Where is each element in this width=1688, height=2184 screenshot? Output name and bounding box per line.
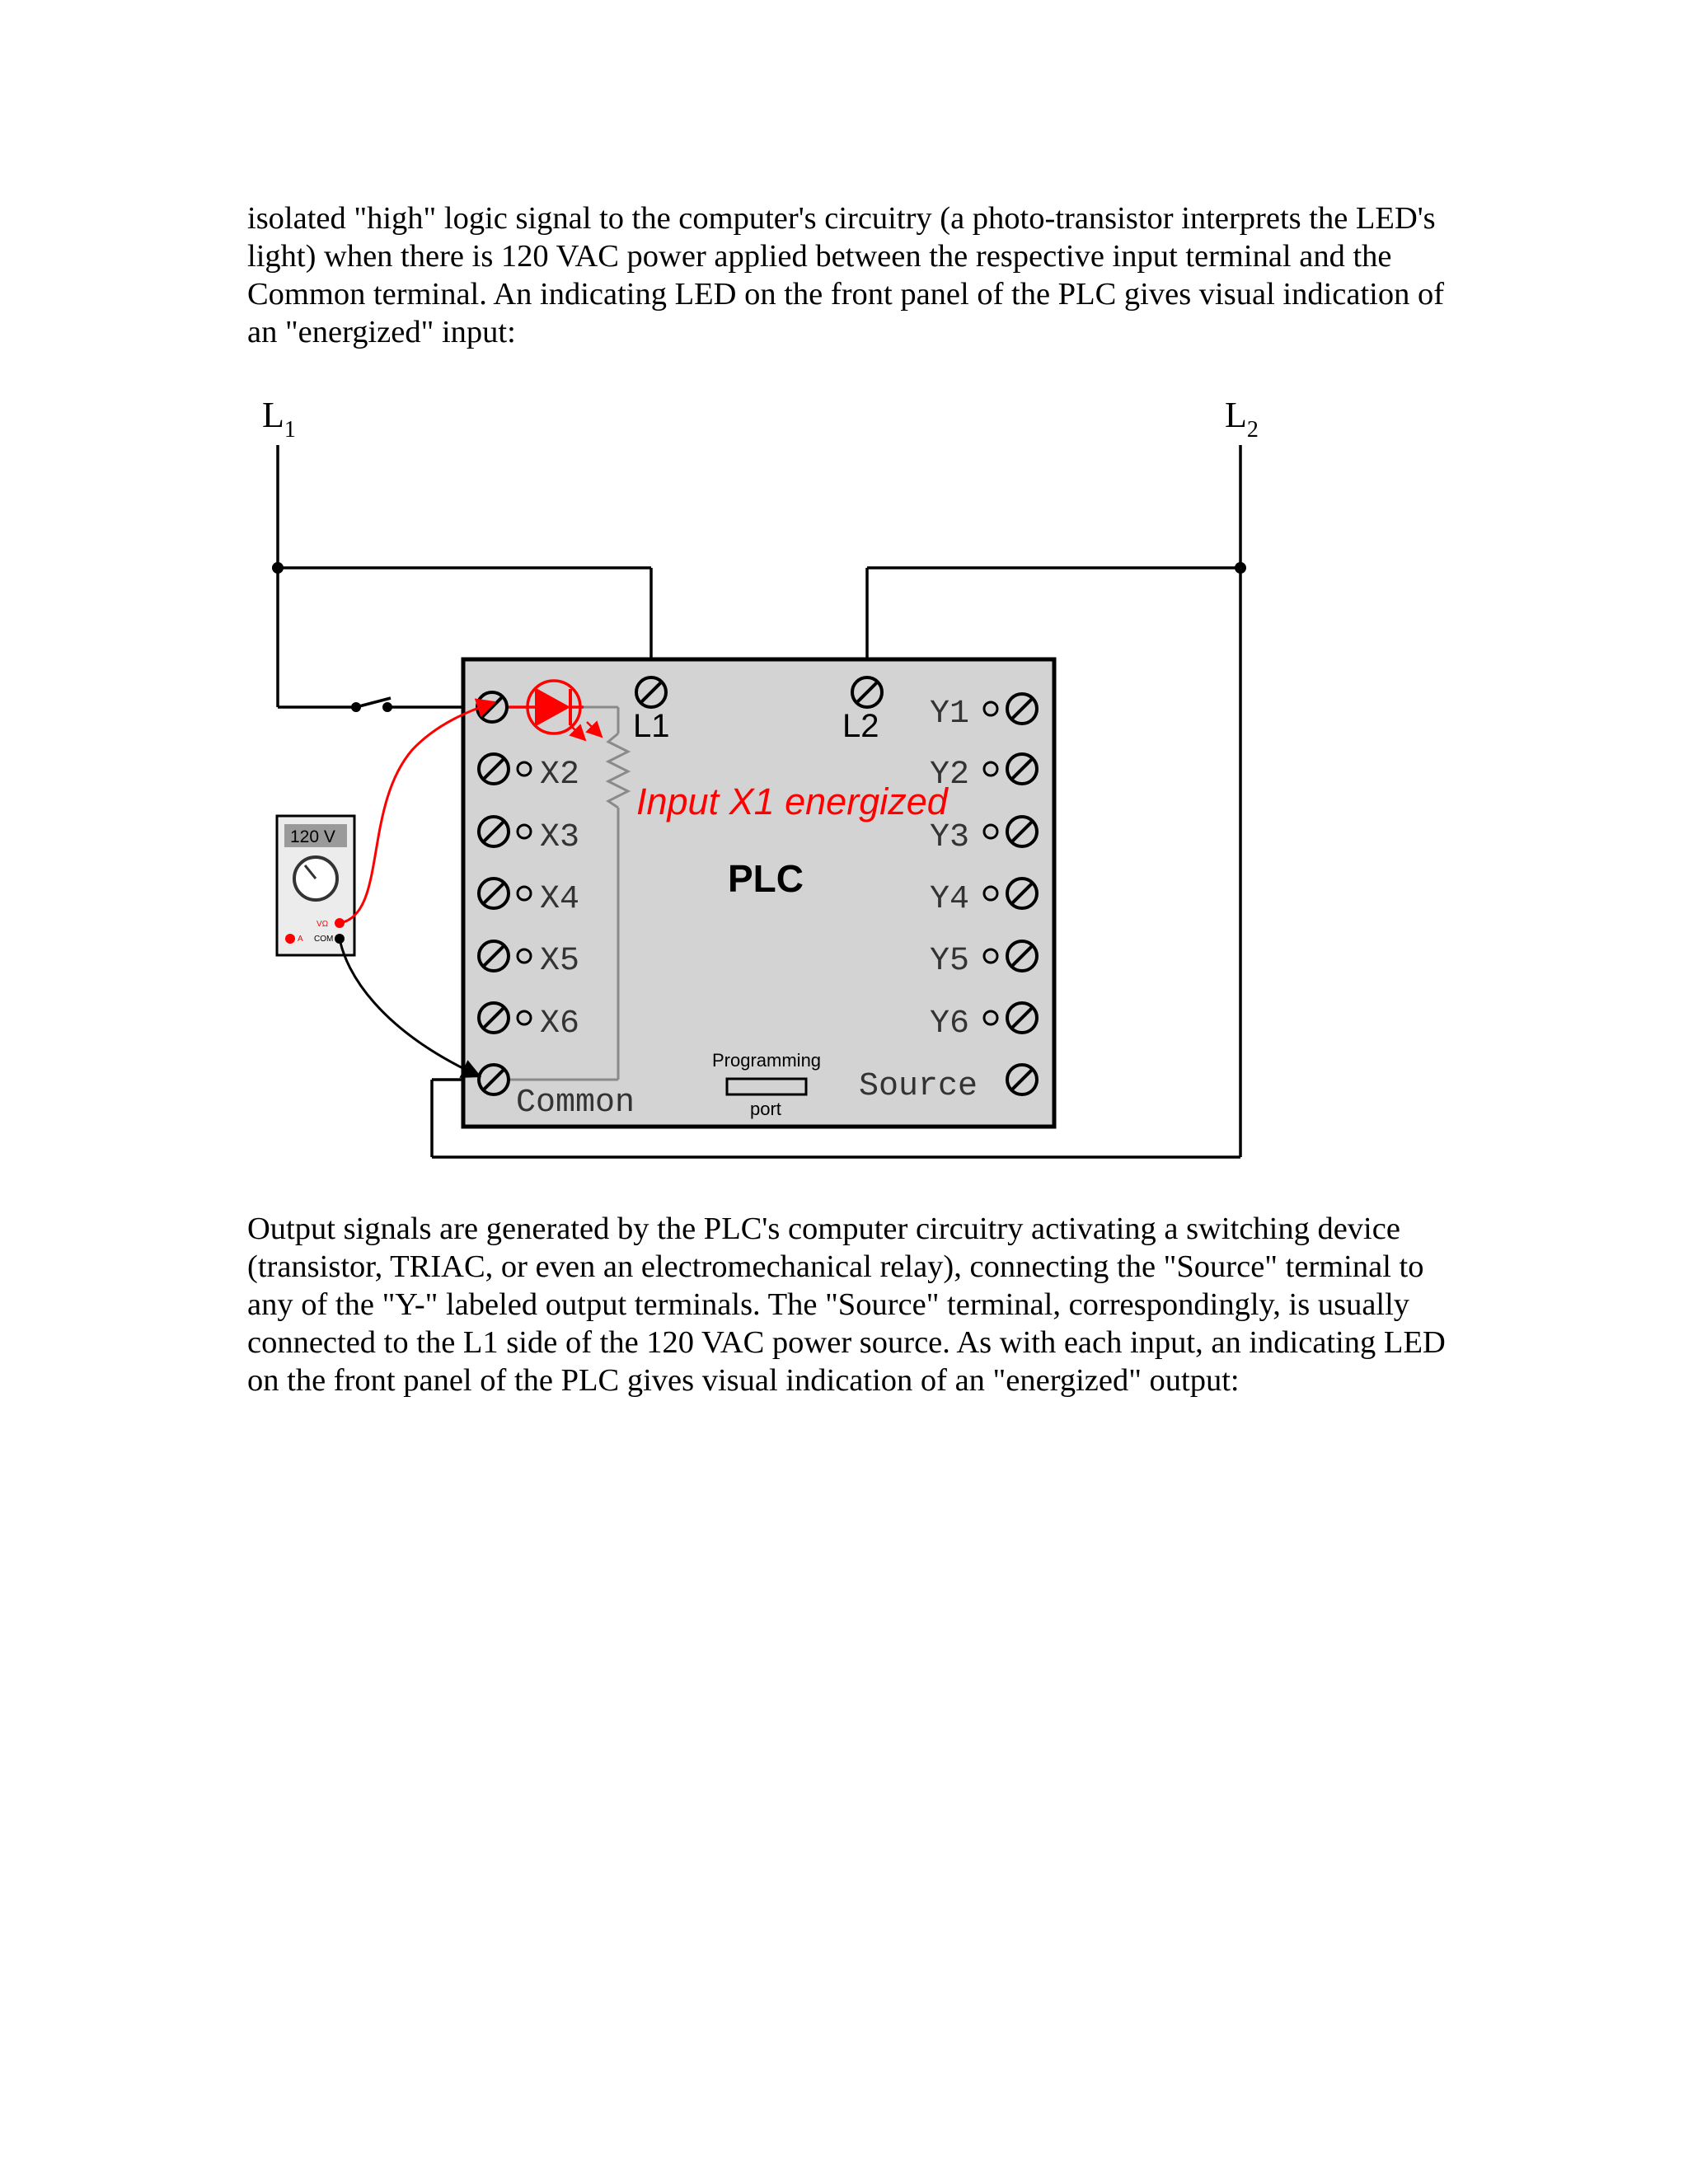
plc-label: PLC: [728, 857, 804, 900]
output-paragraph: Output signals are generated by the PLC's computer circuitry activating a switching device (transistor, TRIAC, or even an electromechanical relay), connecting the "Source" terminal to any of the "Y-" labeled output terminals. The "Source" terminal, correspondingly, is usually connected to the L1 side of the 120 VAC power source. As with each input, an indicating LED on the front panel of the PLC gives visual indication of an "energized" output:: [247, 1212, 1446, 1398]
switch-contact-right: [382, 702, 392, 712]
energized-annotation: Input X1 energized: [636, 780, 948, 823]
input-label-x2: X2: [540, 757, 580, 794]
output-label-y1: Y1: [930, 696, 970, 733]
junction-l2: [1235, 562, 1246, 574]
terminal-label-l1: L1: [633, 708, 670, 744]
output-label-y6: Y6: [930, 1005, 970, 1043]
input-label-x5: X5: [540, 943, 580, 980]
meter-jack-a: [285, 934, 295, 944]
meter-jack-v-label: VΩ: [316, 920, 329, 929]
terminal-screw-source: [1007, 1065, 1037, 1094]
terminal-screw-y2: [1007, 754, 1037, 784]
meter-jack-a-label: A: [298, 935, 303, 944]
terminal-screw-y6: [1007, 1003, 1037, 1033]
line-1-label: [262, 395, 296, 443]
junction-l1: [272, 562, 284, 574]
terminal-screw-y4: [1007, 879, 1037, 908]
meter-black-lead: [340, 939, 480, 1076]
output-label-y5: Y5: [930, 943, 970, 980]
terminal-screw-x6: [479, 1003, 509, 1033]
terminal-screw-y3: [1007, 817, 1037, 846]
line-2-subscript: 2: [1246, 417, 1259, 443]
source-label: Source: [859, 1068, 978, 1105]
terminal-screw-common: [479, 1065, 509, 1094]
terminal-screw-x2: [479, 754, 509, 784]
programming-port-label-bottom: port: [750, 1099, 781, 1119]
terminal-screw-x5: [479, 941, 509, 971]
line-2-letter: L: [1225, 395, 1247, 435]
programming-port-label-top: Programming: [712, 1050, 822, 1071]
terminal-screw-x4: [479, 879, 509, 908]
multimeter: [277, 816, 354, 955]
input-label-x3: X3: [540, 819, 580, 856]
terminal-screw-y1: [1007, 694, 1037, 724]
input-label-x6: X6: [540, 1005, 580, 1043]
switch-contact-left: [351, 702, 361, 712]
common-label: Common: [516, 1085, 635, 1122]
terminal-screw-x3: [479, 817, 509, 846]
line-1-subscript: 1: [284, 417, 296, 443]
meter-jack-com-label: COM: [314, 935, 334, 944]
line-2-label: [1225, 395, 1259, 443]
meter-display-value: 120 V: [290, 827, 335, 846]
input-label-x4: X4: [540, 881, 580, 918]
programming-port: [727, 1079, 806, 1094]
output-label-y4: Y4: [930, 881, 970, 918]
terminal-screw-l1: [636, 677, 666, 707]
line-1-letter: L: [262, 395, 284, 435]
terminal-label-l2: L2: [842, 708, 879, 744]
output-label-y3: Y3: [930, 819, 970, 856]
terminal-screw-y5: [1007, 941, 1037, 971]
intro-paragraph: isolated "high" logic signal to the computer's circuitry (a photo-transistor interprets the LED's light) when there is 120 VAC power applied between the respective input terminal and the Common terminal. An indicating LED on the front panel of the PLC gives visual indication of an "energized" input:: [247, 201, 1445, 349]
terminal-screw-l2: [852, 677, 882, 707]
output-label-y2: Y2: [930, 757, 970, 794]
